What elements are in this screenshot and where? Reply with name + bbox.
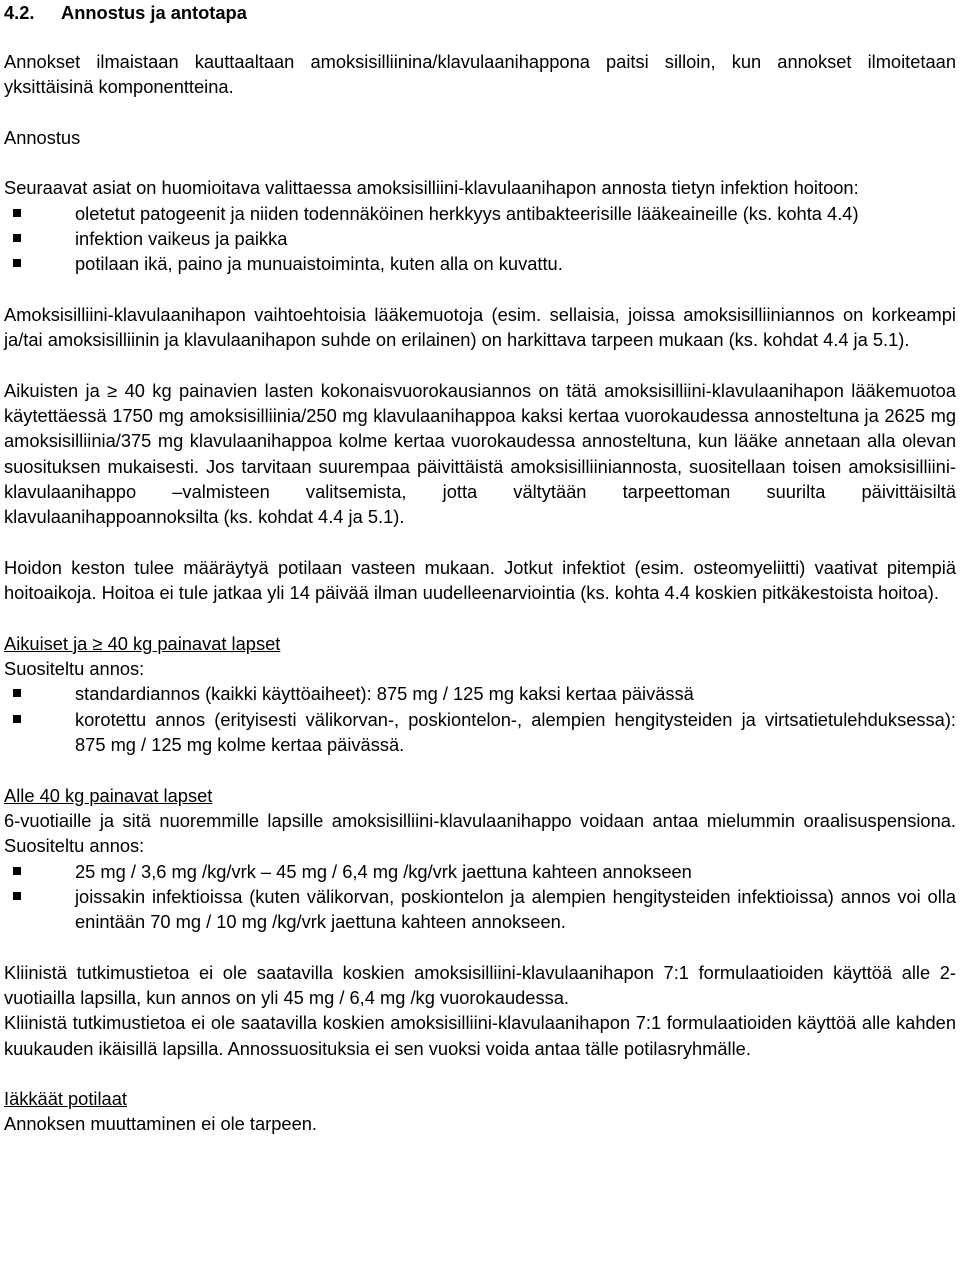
- treatment-duration-paragraph: Hoidon keston tulee määräytyä potilaan vasteen mukaan. Jotkut infektiot (esim. osteomyeliitti) vaativat pitempiä hoitoaikoja. Hoitoa ei tule jatkaa yli 14 päivää ilman uudelleenarviointia (ks. kohta 4.4 koskien pitkäkestoista hoitoa).: [4, 556, 956, 604]
- adults-recommended-label: Suositeltu annos:: [4, 658, 145, 680]
- bullet-icon: [13, 689, 21, 697]
- alternative-forms-paragraph: Amoksisilliini-klavulaanihapon vaihtoehtoisia lääkemuotoja (esim. sellaisia, joissa amoksisilliiniannos on korkeampi ja/tai amoksisilliinin ja klavulaanihapon suhde on erilainen) on harkittava tarpeen mukaan (ks. kohdat 4.4 ja 5.1).: [4, 303, 956, 351]
- dosage-heading: Annostus: [4, 126, 81, 148]
- adults-dose-list: [4, 681, 956, 757]
- clinical-data-paragraph-2: Kliinistä tutkimustietoa ei ole saatavilla koskien amoksisilliini-klavulaanihapon 7:1 formulaatioiden käyttöä alle kahden kuukauden ikäisillä lapsilla. Annossuosituksia ei sen vuoksi voida antaa tälle potilasryhmälle.: [4, 1012, 956, 1059]
- children-intro-paragraph: 6-vuotiaille ja sitä nuoremmille lapsille amoksisilliini-klavulaanihappo voidaan antaa mielummin oraalisuspensiona. Suositeltu annos:: [4, 809, 956, 857]
- section-heading: [4, 0, 956, 25]
- bullet-icon: [13, 209, 21, 217]
- clinical-data-paragraph-1: Kliinistä tutkimustietoa ei ole saatavilla koskien amoksisilliini-klavulaanihapon 7:1 formulaatioiden käyttöä alle 2-vuotiailla lapsilla, kun annos on yli 45 mg / 6,4 mg /kg vuorokaudessa.: [4, 961, 956, 1008]
- bullet-icon: [13, 867, 21, 875]
- considerations-intro: Seuraavat asiat on huomioitava valittaessa amoksisilliini-klavulaanihapon annosta tietyn infektion hoitoon:: [4, 177, 859, 199]
- list-item: 25 mg / 3,6 mg /kg/vrk – 45 mg / 6,4 mg /kg/vrk jaettuna kahteen annokseen: [4, 859, 956, 884]
- list-item: oletetut patogeenit ja niiden todennäköinen herkkyys antibakteerisille lääkeaineille (ks. kohta 4.4): [4, 201, 956, 226]
- list-item: korotettu annos (erityisesti välikorvan-, poskiontelon-, alempien hengitysteiden ja virtsatietulehduksessa): 875 mg / 125 mg kolme kertaa päivässä.: [4, 707, 956, 758]
- bullet-icon: [13, 234, 21, 242]
- children-section-heading: Alle 40 kg painavat lapset: [4, 784, 213, 806]
- section-number: 4.2.: [4, 2, 35, 23]
- geq-symbol: ≥: [92, 632, 103, 654]
- adult-daily-dose-paragraph: Aikuisten ja ≥ 40 kg painavien lasten kokonaisvuorokausiannos on tätä amoksisilliini-klavulaanihapon lääkemuotoa käytettäessä 1750 mg amoksisilliinia/250 mg klavulaanihappoa kaksi kertaa vuorokaudessa annosteltuna ja 2625 mg amoksisilliinia/375 mg klavulaanihappoa kolme kertaa vuorokaudessa annosteltuna, kun lääke annetaan alla olevan suosituksen mukaisesti. Jos tarvitaan suurempaa päivittäistä amoksisilliiniannosta, suositellaan toisen amoksisilliini-klavulaanihappo –valmisteen valitsemista, jotta vältytään tarpeettoman suurilta päivittäisiltä klavulaanihappoannoksilta (ks. kohdat 4.4 ja 5.1).: [4, 379, 956, 528]
- geq-symbol: ≥: [107, 379, 118, 401]
- list-item: potilaan ikä, paino ja munuaistoiminta, kuten alla on kuvattu.: [4, 251, 956, 276]
- list-item: standardiannos (kaikki käyttöaiheet): 875 mg / 125 mg kaksi kertaa päivässä: [4, 681, 956, 706]
- intro-paragraph: Annokset ilmaistaan kauttaaltaan amoksisilliinina/klavulaanihappona paitsi silloin, kun annokset ilmoitetaan yksittäisinä komponentteina.: [4, 51, 956, 98]
- list-item: joissakin infektioissa (kuten välikorvan, poskiontelon ja alempien hengitysteiden infektioissa) annos voi olla enintään 70 mg / 10 mg /kg/vrk jaettuna kahteen annokseen.: [4, 884, 956, 935]
- list-item: infektion vaikeus ja paikka: [4, 226, 956, 251]
- section-title: Annostus ja antotapa: [61, 2, 247, 23]
- children-dose-list: [4, 859, 956, 935]
- bullet-icon: [13, 715, 21, 723]
- bullet-icon: [13, 259, 21, 267]
- elderly-section-heading: Iäkkäät potilaat: [4, 1088, 127, 1110]
- elderly-section-text: Annoksen muuttaminen ei ole tarpeen.: [4, 1113, 318, 1135]
- adults-section-heading: Aikuiset ja ≥ 40 kg painavat lapset: [4, 632, 281, 654]
- bullet-icon: [13, 892, 21, 900]
- considerations-list: [4, 201, 956, 277]
